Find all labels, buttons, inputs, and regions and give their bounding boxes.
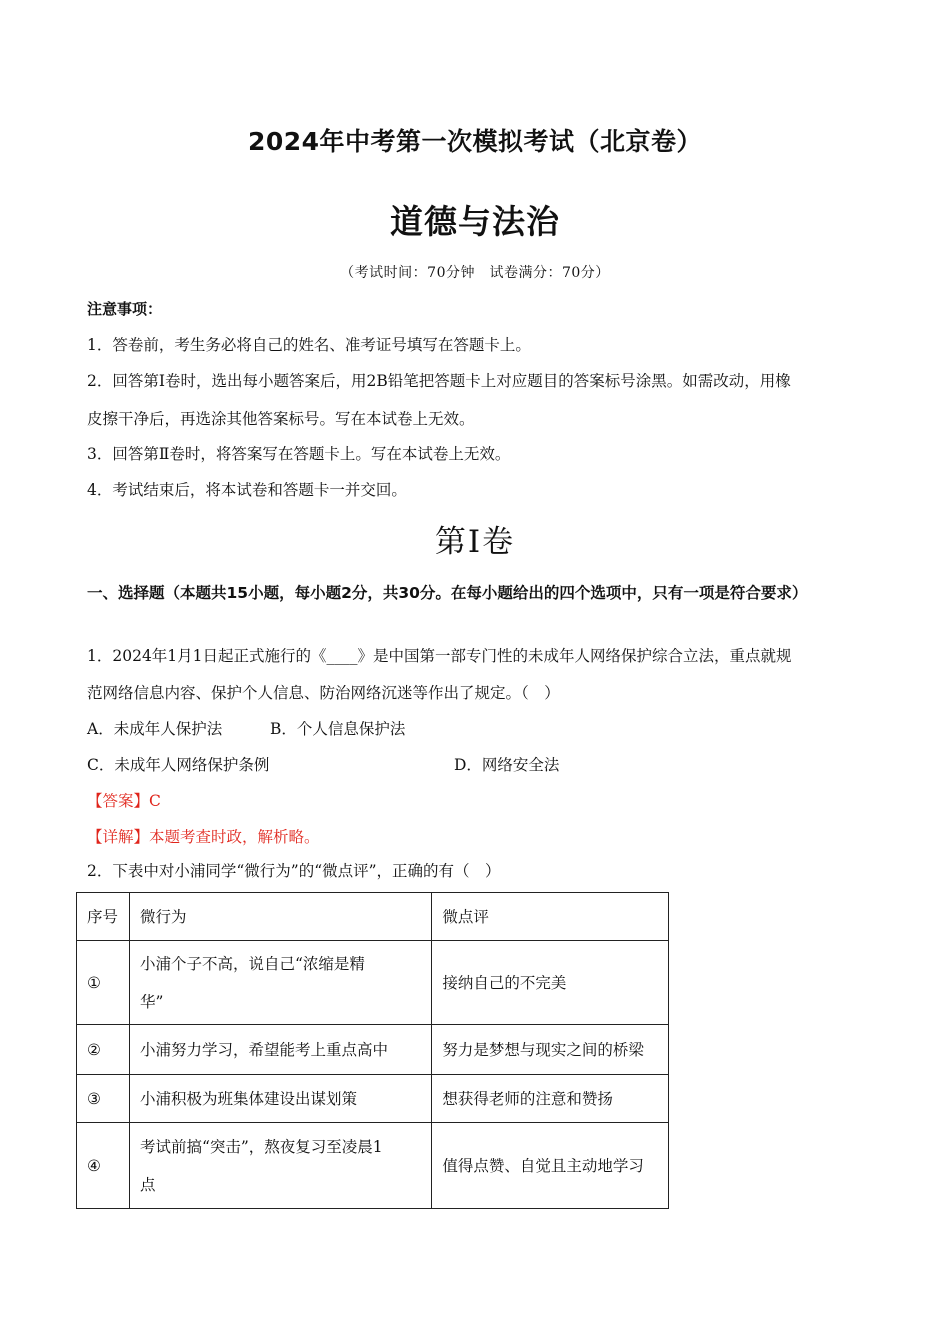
table-row [77,1075,669,1123]
row-behavior-line: 点 [139,1175,156,1194]
note-item-4: 4．考试结束后，将本试卷和答题卡一并交回。 [87,481,407,499]
table-row [77,1025,669,1075]
q1-option-d: D．网络安全法 [454,756,560,774]
q1-option-a: A．未成年人保护法 [87,720,223,738]
row-comment: 想获得老师的注意和赞扬 [432,1075,669,1123]
q1-detail [87,825,320,847]
q1-answer [87,789,161,811]
note-item-2-continued: 皮擦干净后，再选涂其他答案标号。写在本试卷上无效。 [87,410,475,428]
q1-stem-line-2: 范网络信息内容、保护个人信息、防治网络沉迷等作出了规定。（ ） [87,684,560,702]
row-number: ③ [77,1075,130,1123]
row-comment: 值得点赞、自觉且主动地学习 [432,1123,669,1209]
micro-behavior-table [76,892,669,1209]
q1-option-b: B．个人信息保护法 [270,720,406,738]
row-behavior [129,1123,431,1209]
row-comment: 接纳自己的不完美 [432,941,669,1025]
header-cell-number: 序号 [77,893,130,941]
row-number: ④ [77,1123,130,1209]
row-behavior: 小浦积极为班集体建设出谋划策 [129,1075,431,1123]
row-behavior [129,941,431,1025]
exam-title: 2024年中考第一次模拟考试（北京卷） [247,127,703,156]
row-behavior-line: 考试前搞“突击”，熬夜复习至凌晨1 [139,1137,383,1156]
note-item-1: 1．答卷前，考生务必将自己的姓名、准考证号填写在答题卡上。 [87,336,531,354]
detail-text: 本题考查时政，解析略。 [149,828,320,846]
section-heading: 一、选择题（本题共15小题，每小题2分，共30分。在每小题给出的四个选项中，只有一项是符合要求） [87,584,808,602]
row-number: ① [77,941,130,1025]
notes-heading: 注意事项： [87,300,163,318]
table-row [77,1123,669,1209]
note-item-2: 2．回答第Ⅰ卷时，选出每小题答案后，用2B铅笔把答题卡上对应题目的答案标号涂黑。如需改动，用橡 [87,372,791,390]
table-row [77,941,669,1025]
detail-label: 【详解】 [87,828,150,846]
table-header-row [77,893,669,941]
answer-label: 【答案】 [87,792,150,810]
row-behavior-line: 小浦个子不高，说自己“浓缩是精 [139,954,365,973]
row-comment: 努力是梦想与现实之间的桥梁 [432,1025,669,1075]
q2-stem: 2．下表中对小浦同学“微行为”的“微点评”，正确的有（ ） [87,862,501,880]
row-behavior-line: 华” [139,992,164,1011]
subject-title: 道德与法治 [390,202,560,241]
header-cell-comment: 微点评 [432,893,669,941]
part-title: 第Ⅰ卷 [434,524,516,560]
exam-info: （考试时间：70分钟 试卷满分：70分） [340,265,610,281]
q1-option-c: C．未成年人网络保护条例 [87,756,270,774]
answer-value: C [149,792,161,810]
q1-stem-line-1: 1．2024年1月1日起正式施行的《____》是中国第一部专门性的未成年人网络保护综合立法，重点就规 [87,647,792,665]
row-behavior: 小浦努力学习，希望能考上重点高中 [129,1025,431,1075]
row-number: ② [77,1025,130,1075]
note-item-3: 3．回答第Ⅱ卷时，将答案写在答题卡上。写在本试卷上无效。 [87,445,511,463]
header-cell-behavior: 微行为 [129,893,431,941]
